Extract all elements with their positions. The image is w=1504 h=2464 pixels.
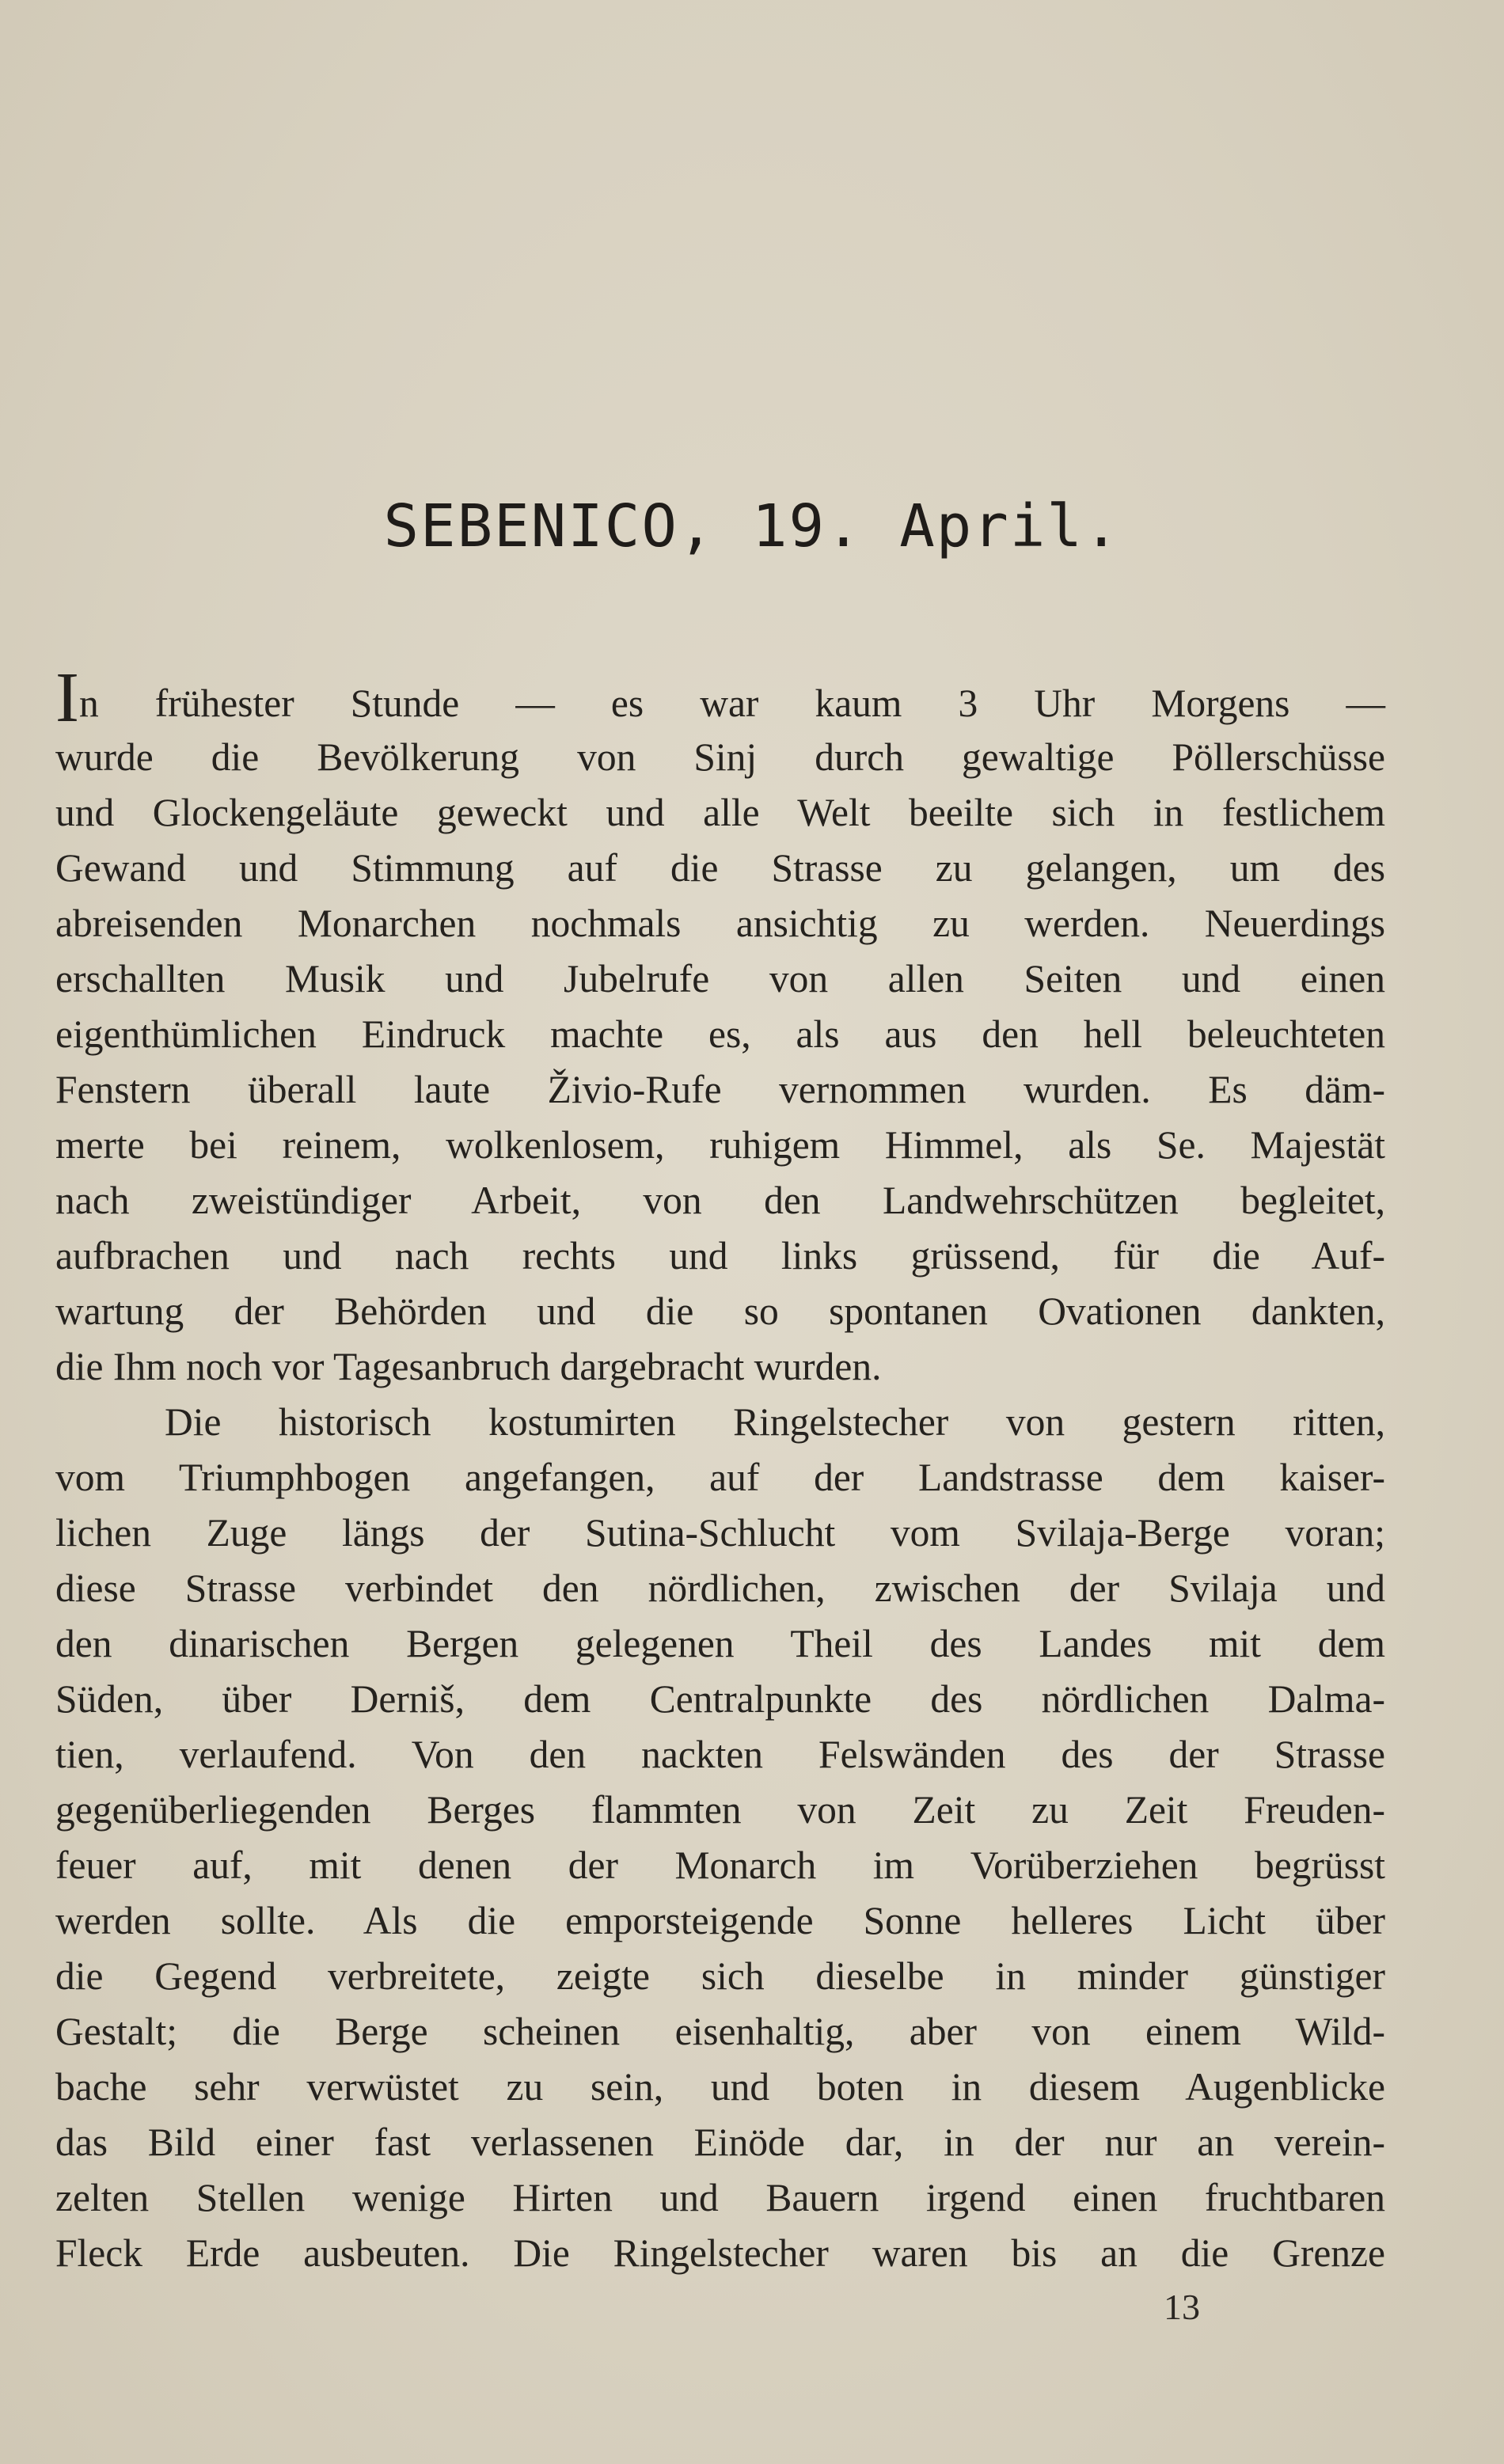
text-line: Süden, über Derniš, dem Centralpunkte des nördlichen Dalma- xyxy=(55,1677,1385,1721)
page-heading: SEBENICO, 19. April. xyxy=(383,492,1121,560)
drop-cap: I xyxy=(55,659,79,737)
text-line: eigenthümlichen Eindruck machte es, als aus den hell beleuchteten xyxy=(55,1012,1385,1056)
text-line: die Ihm noch vor Tagesanbruch dargebracht wurden. xyxy=(55,1345,882,1388)
text-line: gegenüberliegenden Berges flammten von Zeit zu Zeit Freuden- xyxy=(55,1788,1385,1832)
text-line: merte bei reinem, wolkenlosem, ruhigem Himmel, als Se. Majestät xyxy=(55,1123,1385,1167)
text-line: die Gegend verbreitete, zeigte sich dieselbe in minder günstiger xyxy=(55,1954,1385,1998)
text-line: Gewand und Stimmung auf die Strasse zu gelangen, um des xyxy=(55,846,1385,890)
text-line: Die historisch kostumirten Ringelstecher von gestern ritten, xyxy=(165,1400,1385,1444)
text-line xyxy=(55,659,1385,737)
text-line: Fenstern überall laute Živio-Rufe vernommen wurden. Es däm- xyxy=(55,1068,1385,1111)
page-number: 13 xyxy=(1164,2287,1200,2327)
text-line: tien, verlaufend. Von den nackten Felswänden des der Strasse xyxy=(55,1733,1385,1776)
text-line: und Glockengeläute geweckt und alle Welt beeilte sich in festlichem xyxy=(55,791,1385,834)
text-line: nach zweistündiger Arbeit, von den Landwehrschützen begleitet, xyxy=(55,1179,1385,1222)
text-line: lichen Zuge längs der Sutina-Schlucht vom Svilaja-Berge voran; xyxy=(55,1511,1385,1555)
text-line: wartung der Behörden und die so spontanen Ovationen dankten, xyxy=(55,1289,1385,1333)
text-line: abreisenden Monarchen nochmals ansichtig zu werden. Neuerdings xyxy=(55,902,1385,945)
line-text: n frühester Stunde — es war kaum 3 Uhr Morgens — xyxy=(78,681,1385,725)
text-line: bache sehr verwüstet zu sein, und boten in diesem Augenblicke xyxy=(55,2065,1385,2109)
text-line: vom Triumphbogen angefangen, auf der Landstrasse dem kaiser- xyxy=(55,1456,1385,1499)
text-line: Gestalt; die Berge scheinen eisenhaltig, aber von einem Wild- xyxy=(55,2010,1385,2053)
text-line: zelten Stellen wenige Hirten und Bauern irgend einen fruchtbaren xyxy=(55,2176,1385,2219)
text-line: aufbrachen und nach rechts und links grüssend, für die Auf- xyxy=(55,1234,1385,1278)
text-line: wurde die Bevölkerung von Sinj durch gewaltige Pöllerschüsse xyxy=(55,735,1385,779)
text-line: diese Strasse verbindet den nördlichen, zwischen der Svilaja und xyxy=(55,1566,1385,1610)
text-line: Fleck Erde ausbeuten. Die Ringelstecher waren bis an die Grenze xyxy=(55,2231,1385,2275)
body-text xyxy=(55,659,1385,2281)
text-line: den dinarischen Bergen gelegenen Theil des Landes mit dem xyxy=(55,1622,1385,1665)
text-line: das Bild einer fast verlassenen Einöde dar, in der nur an verein- xyxy=(55,2120,1385,2164)
text-line: erschallten Musik und Jubelrufe von allen Seiten und einen xyxy=(55,957,1385,1000)
text-line: feuer auf, mit denen der Monarch im Vorüberziehen begrüsst xyxy=(55,1843,1385,1887)
text-line: werden sollte. Als die emporsteigende Sonne helleres Licht über xyxy=(55,1899,1385,1942)
